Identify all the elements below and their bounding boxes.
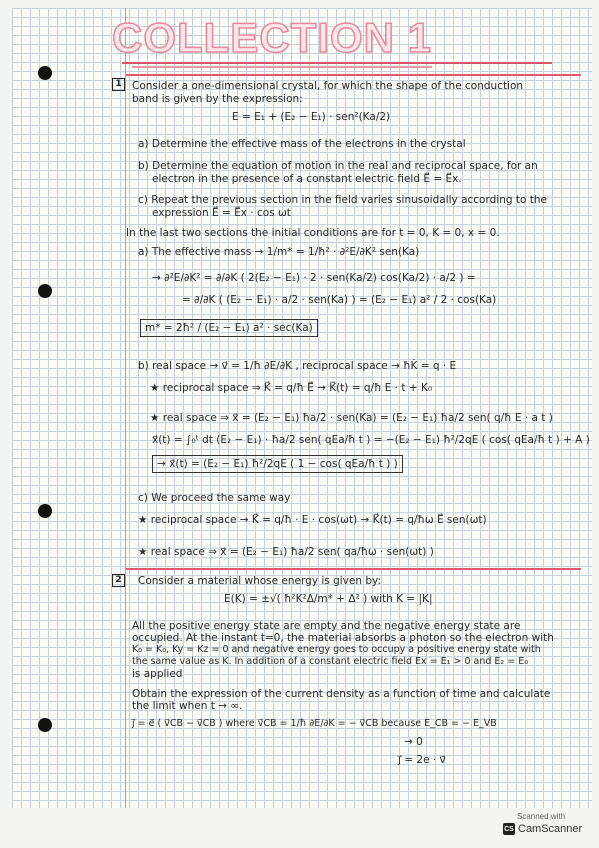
text-line: Consider a material whose energy is given by: — [138, 575, 381, 587]
scanner-brand: CamScanner — [518, 823, 583, 835]
text-line: b) Determine the equation of motion in the real and reciprocal space, for an — [138, 160, 538, 172]
binder-hole — [38, 718, 52, 732]
margin-line — [125, 8, 126, 808]
text-line: a) Determine the effective mass of the electrons in the crystal — [138, 138, 466, 150]
text-line: electron in the presence of a constant electric field E⃗ = E⃗x. — [152, 173, 462, 185]
problem-number: 2 — [112, 574, 125, 587]
boxed-result: m* = 2ħ² / (E₂ − E₁) a² · sec(Ka) — [140, 319, 318, 337]
text-line: the limit when t → ∞. — [132, 700, 243, 712]
equation: ★ reciprocal space ⇒ K⃗ = q/ħ E⃗ → K⃗(t) = q/ħ E · t + K₀ — [150, 382, 433, 394]
equation: E(K) = ±√( ħ²K²Δ/m* + Δ² ) with K = |K| — [224, 593, 433, 605]
equation: → ∂²E/∂K² = ∂/∂K ( 2(E₂ − E₁) · 2 · sen(Ka/2) cos(Ka/2) · a/2 ) = — [152, 272, 476, 284]
text-line: Consider a one-dimensional crystal, for which the shape of the conduction — [132, 80, 524, 92]
text-line: the same value as K. In addition of a constant electric field Ex = E₁ > 0 and E₂ = E₀ — [132, 656, 529, 667]
text-line: Obtain the expression of the current density as a function of time and calculate — [132, 688, 551, 700]
notebook-page — [12, 8, 592, 808]
equation: ★ reciprocal space → K⃗ = q/ħ · E · cos(ωt) → K⃗(t) = q/ħω E⃗ sen(ωt) — [138, 514, 487, 526]
section-rule — [126, 74, 581, 76]
scanner-watermark — [503, 812, 591, 840]
equation: = ∂/∂K ( (E₂ − E₁) · a/2 · sen(Ka) ) = (E₂ − E₁) a² / 2 · cos(Ka) — [182, 294, 497, 306]
title-underline — [132, 66, 432, 68]
text-line: c) We proceed the same way — [138, 492, 291, 504]
equation: ★ real space ⇒ x⃗ = (E₂ − E₁) ħa/2 sen( qa/ħω · sen(ωt) ) — [138, 546, 434, 558]
text-line: c) Repeat the previous section in the field varies sinusoidally according to the — [138, 194, 547, 206]
boxed-result: → x⃗(t) = (E₂ − E₁) ħ²/2qE ( 1 − cos( qEa/ħ t ) ) — [152, 455, 403, 473]
binder-hole — [38, 66, 52, 80]
text-line: In the last two sections the initial conditions are for t = 0, K = 0, x = 0. — [126, 227, 500, 239]
text-line: expression E⃗ = E⃗x · cos ωt — [152, 207, 291, 219]
equation: a) The effective mass → 1/m* = 1/ħ² · ∂²E/∂K² sen(Ka) — [138, 246, 420, 258]
equation: b) real space → v⃗ = 1/ħ ∂E/∂K , reciprocal space → ħK̇ = q · E — [138, 360, 457, 372]
binder-hole — [38, 504, 52, 518]
equation: ★ real space ⇒ x⃗ = (E₂ − E₁) ħa/2 · sen(Ka) = (E₂ − E₁) ħa/2 sen( q/ħ E · a t ) — [150, 412, 553, 424]
section-rule — [126, 568, 581, 570]
annotation: → 0 — [404, 736, 423, 748]
title-underline — [122, 62, 552, 64]
page-title: COLLECTION 1 — [112, 14, 433, 61]
camscanner-icon: CS — [503, 823, 515, 835]
binder-hole — [38, 284, 52, 298]
text-line: occupied. At the instant t=0, the material absorbs a photon so the electron with — [132, 632, 554, 644]
scanner-caption: Scanned with — [517, 812, 566, 821]
equation: x⃗(t) = ∫₀ᵗ dt (E₂ − E₁) · ħa/2 sen( qEa/ħ t ) = −(E₂ − E₁) ħ²/2qE ( cos( qEa/ħ t ) + A ) — [152, 434, 590, 446]
equation: E = E₁ + (E₂ − E₁) · sen²(Ka/2) — [232, 111, 391, 123]
equation: j⃗ = 2e · v⃗ — [398, 754, 446, 766]
text-line: All the positive energy state are empty and the negative energy state are — [132, 620, 521, 632]
text-line: is applied — [132, 668, 183, 680]
scanner-brand-row — [503, 823, 582, 835]
equation: j⃗ = e⃗ ( v⃗CB − v⃗CB ) where v⃗CB = 1/ħ ∂E/∂K = − v⃗CB because E_CB = − E_VB — [132, 718, 497, 729]
text-line: band is given by the expression: — [132, 93, 303, 105]
text-line: K₀ = K₀, Ky = Kz = 0 and negative energy goes to occupy a positive energy state with — [132, 644, 541, 655]
problem-number: 1 — [112, 78, 125, 91]
